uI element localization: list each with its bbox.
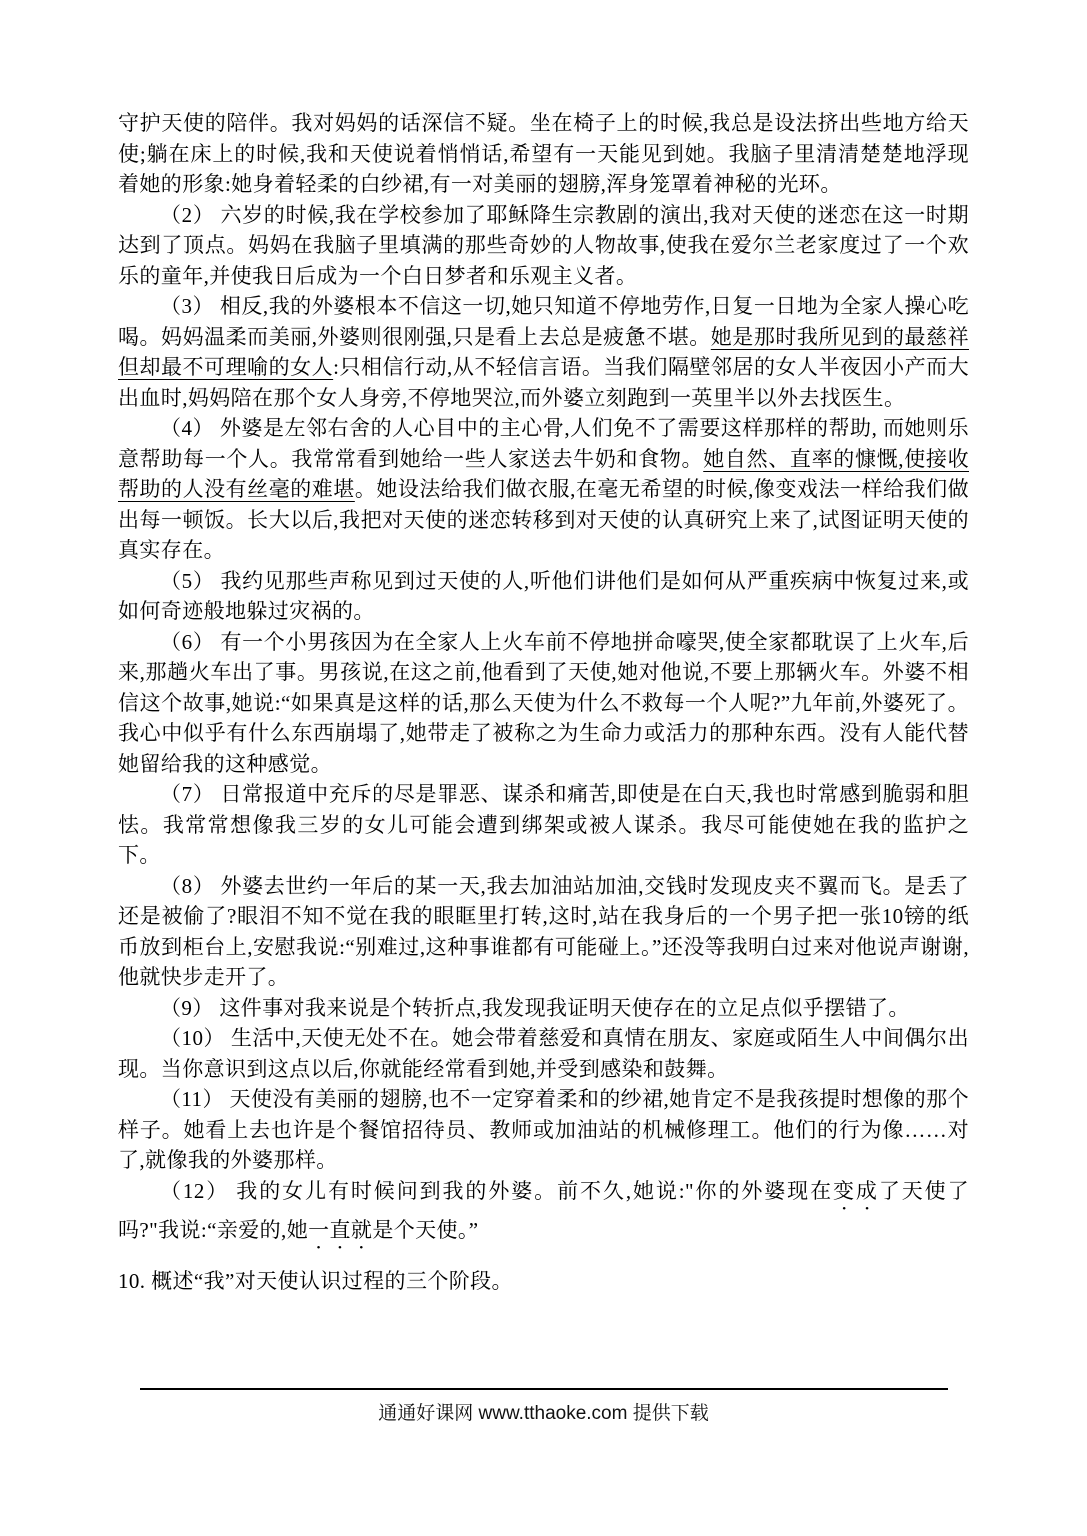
paragraph [118,291,969,413]
text: （8） 外婆去世约一年后的某一天,我去加油站加油,交钱时发现皮夹不翼而飞。是丢了还是被偷了?眼泪不知不觉在我的眼眶里打转,这时,站在我身后的一个男子把一张10镑的纸币放到柜台上,安慰我说:“别难过,这种事谁都有可能碰上。”还没等我明白过来对他说声谢谢,他就快步走开了。 [118,873,969,989]
question-10: 10. 概述“我”对天使认识过程的三个阶段。 [118,1268,513,1293]
paragraph [118,993,969,1024]
text: （2） 六岁的时候,我在学校参加了耶稣降生宗教剧的演出,我对天使的迷恋在这一时期达到了顶点。妈妈在我脑子里填满的那些奇妙的人物故事,使我在爱尔兰老家度过了一个欢乐的童年,并使我日后成为一个白日梦者和乐观主义者。 [118,202,969,288]
paragraph [118,108,969,200]
text: 守护天使的陪伴。我对妈妈的话深信不疑。坐在椅子上的时候,我总是设法挤出些地方给天使;躺在床上的时候,我和天使说着悄悄话,希望有一天能见到她。我脑子里清清楚楚地浮现着她的形象:她身着轻柔的白纱裙,有一对美丽的翅膀,浑身笼罩着神秘的光环。 [118,111,969,196]
text: （10） 生活中,天使无处不在。她会带着慈爱和真情在朋友、家庭或陌生人中间偶尔出现。当你意识到这点以后,你就能经常看到她,并受到感染和鼓舞。 [118,1026,969,1081]
document-body [118,108,969,1254]
text: （5） 我约见那些声称见到过天使的人,听他们讲他们是如何从严重疾病中恢复过来,或如何奇迹般地躲过灾祸的。 [118,568,969,623]
text: （12） 我的女儿有时候问到我的外婆。前不久,她说:"你的外婆现在 [160,1178,834,1203]
text: （6） 有一个小男孩因为在全家人上火车前不停地拼命嚎哭,使全家都耽误了上火车,后来,那趟火车出了事。男孩说,在这之前,他看到了天使,她对他说,不要上那辆火车。外婆不相信这个故事,她说:“如果真是这样的话,那么天使为什么不救每一个人呢?”九年前,外婆死了。我心中似乎有什么东西崩塌了,她带走了被称之为生命力或活力的那种东西。没有人能代替她留给我的这种感觉。 [118,629,969,776]
paragraph [118,871,969,993]
text: :只相信行动,从不轻信言语。当我们隔壁邻居的女人半夜因小产而大出血时,妈妈陪在那个女人身旁,不停地哭泣,而外婆立刻跑到一英里半以外去找医生。 [118,355,970,410]
emphasized-text: 变成 [833,1178,879,1203]
footer-divider [140,1388,948,1390]
text: 是个天使。” [372,1217,479,1242]
paragraph [118,1084,969,1176]
paragraph [118,566,969,627]
text: （4） 外婆是左邻右舍的人心目中的主心骨,人们免不了需要这样那样的帮助, 而她则乐意帮助每一个人。我常常看到她给一些人家送去牛奶和食物。 [118,416,969,471]
text: （9） 这件事对我来说是个转折点,我发现我证明天使存在的立足点似乎摆错了。 [160,995,910,1020]
emphasized-text: 一直就 [308,1217,373,1242]
text: （7） 日常报道中充斥的尽是罪恶、谋杀和痛苦,即使是在白天,我也时常感到脆弱和胆怯。我常常想像我三岁的女儿可能会遭到绑架或被人谋杀。我尽可能使她在我的监护之下。 [118,782,969,867]
paragraph [118,413,969,566]
underlined-text: 她自然、直率的慷慨,使接收帮助的人没有丝毫的难堪 [118,446,969,501]
footer-text: 通通好课网 www.tthaoke.com 提供下载 [378,1403,709,1424]
text: （3） 相反,我的外婆根本不信这一切,她只知道不停地劳作,日复一日地为全家人操心吃喝。妈妈温柔而美丽,外婆则很刚强,只是看上去总是疲惫不堪。 [118,294,969,349]
underlined-text: 她是那时我所见到的最慈祥但却最不可理喻的女人 [118,324,969,379]
paragraph [118,779,969,871]
text: （11） 天使没有美丽的翅膀,也不一定穿着柔和的纱裙,她肯定不是我孩提时想像的那个样子。她看上去也许是个餐馆招待员、教师或加油站的机械修理工。他们的行为像……对了,就像我的外婆那样。 [118,1087,969,1172]
paragraph [118,1023,969,1084]
paragraph [118,627,969,780]
page-footer [0,1388,1087,1425]
paragraph [118,200,969,292]
text: 。她设法给我们做衣服,在毫无希望的时候,像变戏法一样给我们做出每一顿饭。长大以后,我把对天使的迷恋转移到对天使的认真研究上来了,试图证明天使的真实存在。 [118,477,970,562]
paragraph [118,1176,969,1254]
text: 了天使了吗?"我说:“亲爱的,她 [118,1178,969,1242]
